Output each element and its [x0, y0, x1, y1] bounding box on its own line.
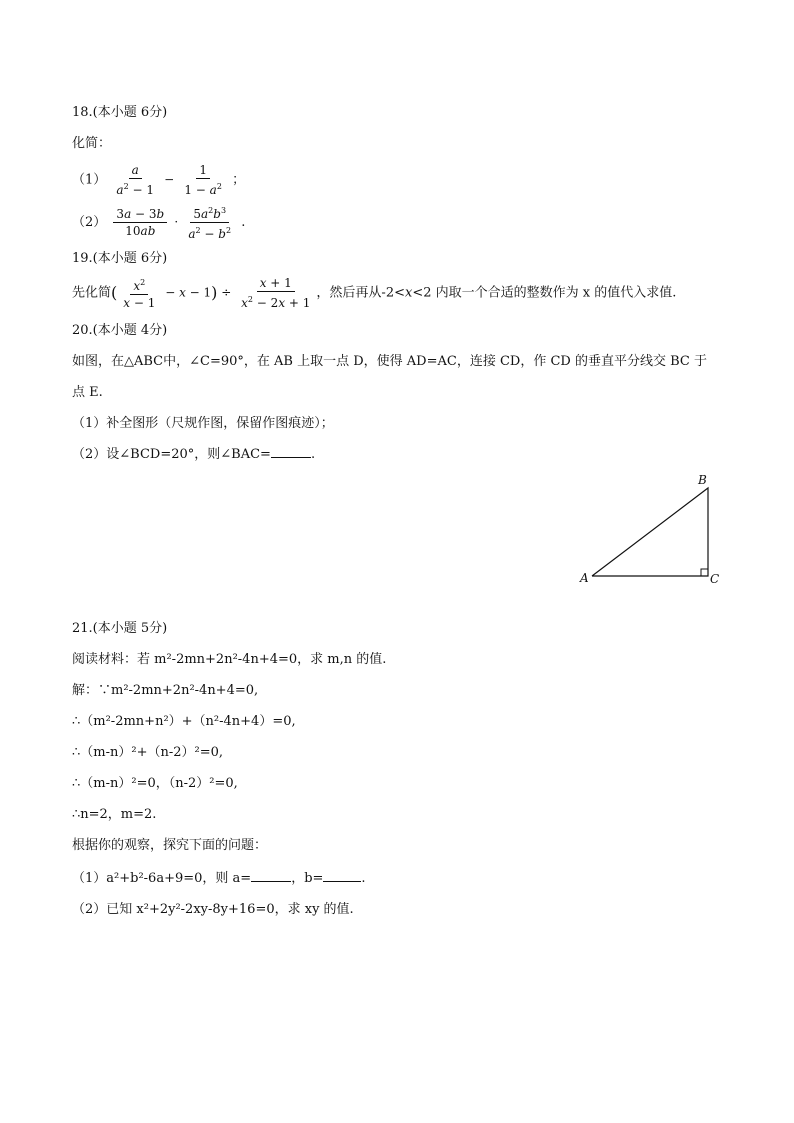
answer-blank-b [323, 870, 361, 882]
fraction-x2-over-x-1: $\frac{x^2}{x - 1}$ [123, 278, 156, 310]
q19-prefix: 先化简 [72, 285, 112, 301]
q19-suffix-b: <2 内取一个合适的整数作为 x 的值代入求值. [412, 285, 677, 301]
q19-expression: 先化简( $\frac{x^2}{x - 1}$ − x − 1) ÷ $\frac{x + 1}{x^2 - 2x + 1}$ ，然后再从-2<x<2 内取一个合适的整数作为 x 的值代入求值. [72, 276, 677, 310]
q21-solution-line2: ∴（m²-2mn+n²）+（n²-4n+4）=0, [72, 714, 296, 729]
right-angle-mark [701, 569, 708, 576]
q20-stem-line2: 点 E. [72, 385, 103, 400]
q18-header: 18.(本小题 6分) [72, 105, 168, 120]
q21-material: 阅读材料：若 m²-2mn+2n²-4n+4=0，求 m,n 的值. [72, 652, 387, 667]
fraction-a-over-a2-minus-1: $\frac{a}{a^2 - 1}$ [116, 163, 154, 197]
q18-instruction: 化简： [72, 136, 112, 151]
q18-part1-end: ； [232, 172, 246, 188]
q21-solution-line4: ∴（m-n）²=0，（n-2）²=0, [72, 776, 238, 791]
q18-part1: （1） $\frac{a}{a^2 - 1}$ − $\frac{1}{1 - a^2}$ ； [72, 163, 246, 197]
q20-part1: （1）补全图形（尺规作图，保留作图痕迹）； [72, 416, 334, 431]
fraction-5a2b3-over-a2-b2: $\frac{5a^2b^3}{a^2 - b^2}$ [188, 206, 232, 241]
q18-part2-label: （2） [72, 215, 107, 230]
q21-solution-line1: 解：∵m²-2mn+2n²-4n+4=0, [72, 683, 259, 698]
vertex-label-c: C [710, 572, 720, 586]
vertex-label-b: B [698, 473, 707, 487]
q20-part2-prefix: （2）设∠BCD=20°，则∠BAC= [72, 447, 271, 462]
q19-header: 19.(本小题 6分) [72, 251, 168, 266]
q18-part1-label: （1） [72, 172, 107, 188]
q21-solution-line3: ∴（m-n）²+（n-2）²=0, [72, 745, 224, 760]
q21-part1-end: . [361, 871, 366, 886]
q21-solution-line5: ∴n=2，m=2. [72, 807, 157, 822]
fraction-3a-3b-over-10ab: $\frac{3a - 3b}{10ab}$ [113, 207, 167, 238]
q21-part2: （2）已知 x²+2y²-2xy-8y+16=0，求 xy 的值. [72, 902, 354, 917]
q19-suffix-x: x [404, 285, 413, 301]
q18-part2-end: . [241, 215, 246, 230]
q20-header: 20.(本小题 4分) [72, 323, 168, 338]
answer-blank-a [251, 870, 291, 882]
fraction-x1-over-x2-2x-1: $\frac{x + 1}{x^2 - 2x + 1}$ [241, 276, 311, 310]
fraction-1-over-1-minus-a2: $\frac{1}{1 - a^2}$ [184, 163, 222, 197]
q21-part1-prefix: （1）a²+b²-6a+9=0，则 a= [72, 871, 252, 886]
q20-part2-end: . [310, 447, 316, 462]
q21-prompt: 根据你的观察，探究下面的问题： [72, 838, 268, 853]
q21-part1 [72, 870, 366, 888]
q18-part2: （2） $\frac{3a - 3b}{10ab}$ · $\frac{5a^2b^3}{a^2 - b^2}$ . [72, 206, 246, 241]
q19-suffix-a: ，然后再从-2< [316, 285, 405, 301]
q20-stem-line1: 如图，在△ABC中，∠C=90°，在 AB 上取一点 D，使得 AD=AC，连接 CD，作 CD 的垂直平分线交 BC 于 [72, 354, 707, 369]
triangle-abc [592, 488, 708, 576]
vertex-label-a: A [580, 571, 589, 585]
q21-part1-mid: ，b= [291, 871, 324, 886]
q21-header: 21.(本小题 5分) [72, 621, 168, 636]
